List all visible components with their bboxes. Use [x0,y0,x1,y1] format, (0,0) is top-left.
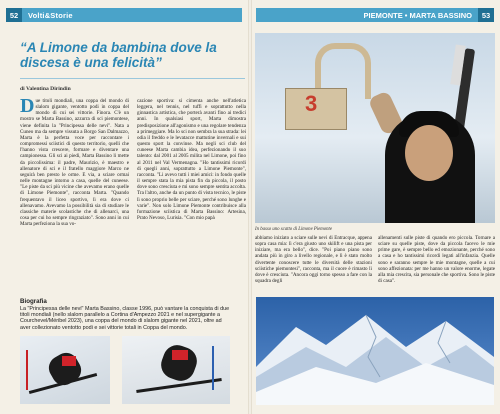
skier-face [405,125,453,181]
race-bib [62,356,76,366]
trophy-photo [255,33,495,223]
article-column-2: cazione sportiva: si cimenta anche nell'atletica leggera, nel tennis, nel tuffi e soprattutto nella ginnastica artistica, che porterà avanti fino ai tredici anni. In qualsiasi sport, Marta dimostra predisposizione all'agonismo e una regolare tendenza a primeggiare. Ma lo sci non sembra la sua strada: lei odia il freddo e le levatacce mattutine invernali e sui questo sport la convinse. Ma negli sci club del cuneese Marta cambia idea, perfezionando il suo talento: dal 2001 al 2005 milita nel Limone, poi fino al 2011 nel Val Vermenagna. "Ho tantissimi ricordi di quegli anni, soprattutto a Limone Piemonte", racconta. "Li avevo tutti i miei amici: in fondo quelle il sempre stata la mia pista fin da piccola, il posto dove sono cresciuta e mi sono sempre sentita accolta. Tra l'altro, anche da un punto di vista tecnico, le piste lì sono proprio belle per sciare, perché sono lunghe e varie". Non solo Limone Piemonte contribuisce alla formazione sciistica di Marta Bassino: Artesina, Prato Nevoso, Lurisia. "Con mio papà [137,98,246,221]
ski-race-photo-1 [20,336,110,404]
ski-race-photo-2 [122,336,230,404]
article-column-4: allenamenti sulle piste di quando ero piccola. Tornare a sciare su quelle piste, dove da piccola facevo le mie prime gare, è sempre bello ed emozionante, perché sono a casa e ho tantissimi ricordi legati all'infanzia. Quelle sono e saranno sempre le mie montagne, quelle a cui sono affezionata: per me hanno un valore enorme, legate alla mia crescita, sia personale che sportiva. Sono le piste di casa". [378,235,495,285]
bio-text: La "Principessa delle nevi" Marta Bassino, classe 1996, può vantare la conquista di due titoli mondiali (nello slalom parallelo a Cortina d'Ampezzo 2021 e nel supergigante a Courchevel/Méribel 2023), una coppa del mondo di slalom gigante nel 2021, oltre ad aver collezionato ventotto podi e sei vittorie totali in Coppa del mondo. [20,306,230,331]
mountain-photo [256,297,494,405]
gate-pole [26,350,28,390]
article-title: “A Limone da bambina dove la discesa è una felicità” [20,40,217,70]
article-column-3: abbiamo iniziato a sciare sulle nevi di Entracque, appena sopra casa mia: lì c'era giusto uno skilift e una pista per iniziare, ma era bello", dice. "Poi piano piano sono andata più in giro a livello regionale, e lì è stato molto divertente conoscere tutte le diversità delle stazioni sciistiche piemontesi", racconta, ma il cuore è rimasto lì dove è cresciuta. "Ancora oggi torno spesso a fare con la squadra degli [255,235,372,285]
photo-caption: In basso uno scatto di Limone Piemonte [255,227,333,232]
drop-cap: D [20,98,35,117]
byline: di Valentina Dirindin [20,86,71,92]
left-header [6,8,242,22]
column-text: ue titoli mondiali, una coppa del mondo di slalom gigante, ventotto podi in coppa del mondo di cui sei vittorie. Finora. C'è un mostro se Marta Bassino, azzurra di sci piemontese, viene definita la "Principessa delle nevi". Nata a Cuneo ma da sempre vissuta a Borgo San Dalmazzo, Marta è la perfetta voce per raccontare i compromessi sciistici di questo territorio, quelli che l'hanno vista crescere, formare e diventare una campionessa. Gli sci ai piedi, Marta Bassino li mette da piccolissima: il padre, Maurizio, è maestro e allenatore di sci e il fratello maggiore Marco ne seguirà ben presto le orme. E via, a sciare ormai nelle montagne intorno a casa, quelle del cuneese. "Le piste da sci più vicine che avevamo erano quelle di Limone Piemonte", racconta Marta. "Quando frequentavo il liceo sportivo, lì era dove ci allenavamo. Avevamo la possibilità sia di studiare le classiche materie scolastiche che di allenarci, una cosa per cui ho sempre ringraziato". Sono anni in cui Marta perfeziona la sua vo- [20,98,129,228]
mountain-landscape [256,297,494,405]
bio-box [20,298,230,331]
page-gutter [248,0,252,414]
title-divider [20,78,245,79]
article-body-left [20,98,246,283]
page-number-left: 52 [6,8,22,22]
article-column-1 [20,98,129,283]
section-subtitle: PIEMONTE • MARTA BASSINO [363,10,472,20]
gate-pole [212,346,214,390]
article-body-right [255,235,495,285]
right-header [256,8,494,22]
trophy-number: 3 [305,91,318,116]
race-bib [172,350,188,360]
bio-heading: Biografia [20,298,47,305]
skier-figure [157,341,201,385]
page-number-right: 53 [478,8,494,22]
section-title: Volti&Storie [28,10,73,20]
